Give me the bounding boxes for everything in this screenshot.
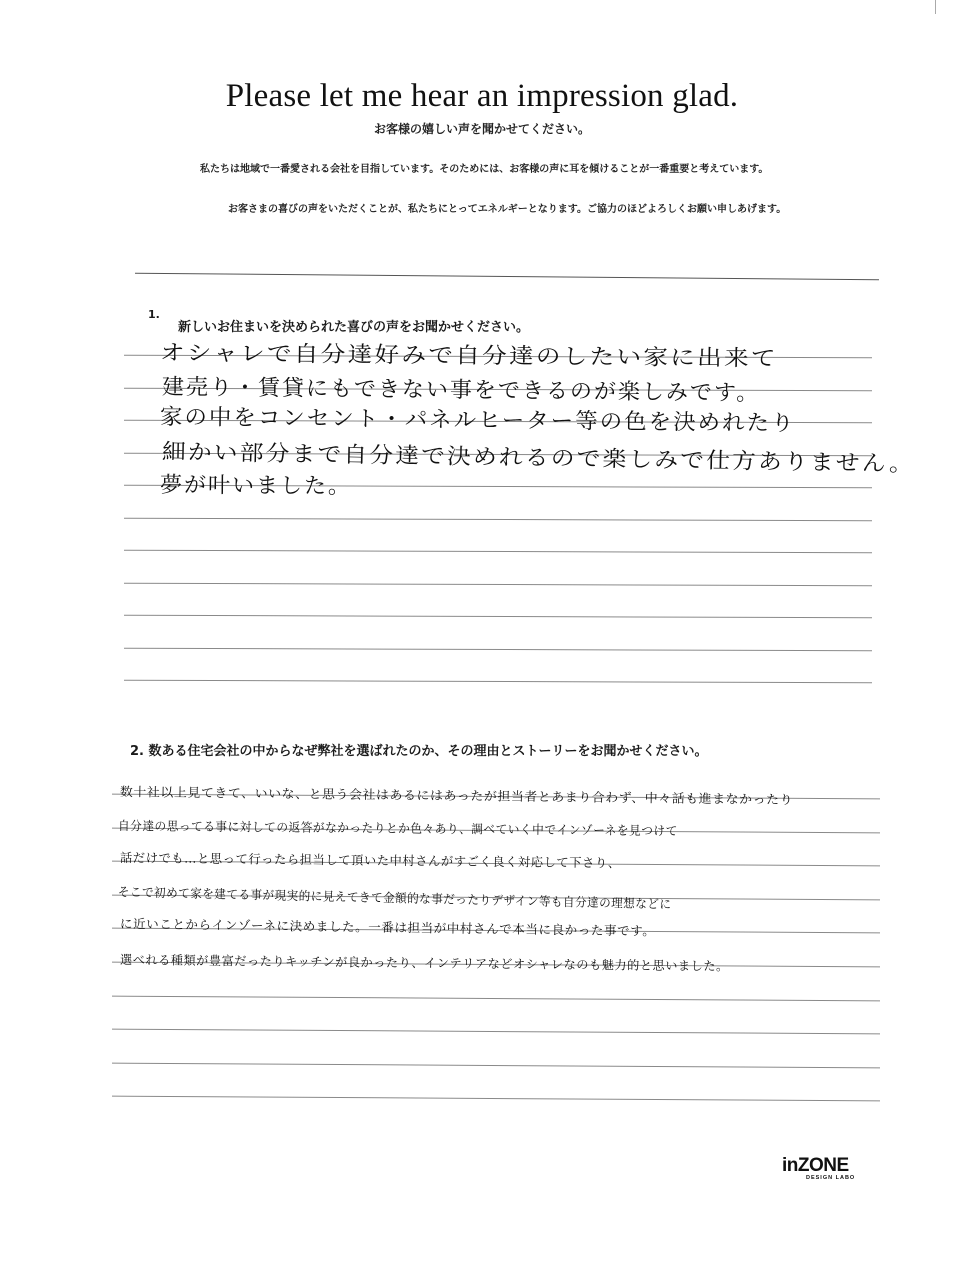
answer-line: オシャレで自分達好みで自分達のしたい家に出来て — [159, 341, 778, 372]
question1-number: 1. — [148, 308, 160, 321]
logo-subtitle: DESIGN LABO — [806, 1175, 856, 1181]
ruled-line — [124, 615, 872, 619]
ruled-line — [124, 582, 872, 586]
page-title: Please let me hear an impression glad. — [225, 78, 739, 114]
ruled-line — [124, 680, 872, 684]
ruled-line — [112, 995, 880, 1001]
ruled-line — [112, 1096, 880, 1102]
question2-label: 2. 数ある住宅会社の中からなぜ弊社を選ばれたのか、その理由とストーリーをお聞かせください。 — [130, 744, 708, 759]
intro-text-line2: お客さまの喜びの声をいただくことが、私たちにとってエネルギーとなります。ご協力のほどよろしくお願い申しあげます。 — [228, 204, 787, 215]
question1-label — [148, 308, 530, 335]
answer-line: に近いことからインゾーネに決めました。一番は担当が中村さんで本当に良かった事です。 — [119, 916, 656, 939]
answer-line: 夢が叶いました。 — [159, 473, 353, 500]
answer-line: 数十社以上見てきて、いいな、と思う会社はあるにはあったが担当者とあまり合わず、中々話も進まなかったり — [119, 784, 794, 807]
page-subtitle: お客様の嬉しい声を聞かせてください。 — [373, 122, 590, 136]
ruled-line — [124, 550, 872, 554]
logo-wordmark: inZONE — [782, 1155, 849, 1176]
intro-text-line1: 私たちは地域で一番愛される会社を目指しています。そのためには、お客様の声に耳を傾けることが一番重要と考えています。 — [200, 164, 769, 175]
ruled-line — [112, 1062, 880, 1068]
section-divider — [135, 273, 879, 280]
answer-line: 自分達の思ってる事に対しての返答がなかったりとか色々あり、調べていく中でインゾーネを見つけて — [117, 818, 678, 839]
answer-line: 細かい部分まで自分達で決めれるので楽しみで仕方ありません。 — [161, 440, 916, 478]
answer-line: 話だけでも…と思って行ったら担当して頂いた中村さんがすごく良く対応して下さり、 — [119, 850, 621, 871]
answer-line: そこで初めて家を建てる事が現実的に見えてきて金額的な事だったりデザイン等も自分達の理想などに — [117, 884, 672, 912]
ruled-line — [124, 647, 872, 651]
ruled-line — [124, 517, 872, 521]
ruled-line — [112, 1029, 880, 1035]
answer-line: 建売り・賃貸にもできない事をできるのが楽しみです。 — [161, 375, 761, 407]
company-logo — [782, 1156, 872, 1181]
scan-edge-mark — [935, 0, 944, 14]
answer-line: 家の中をコンセント・パネルヒーター等の色を決めれたり — [159, 405, 796, 437]
answer-line: 選べれる種類が豊富だったりキッチンが良かったり、インテリアなどオシャレなのも魅力的と思いました。 — [119, 952, 729, 974]
question1-text: 新しいお住まいを決められた喜びの声をお聞かせください。 — [178, 320, 530, 335]
